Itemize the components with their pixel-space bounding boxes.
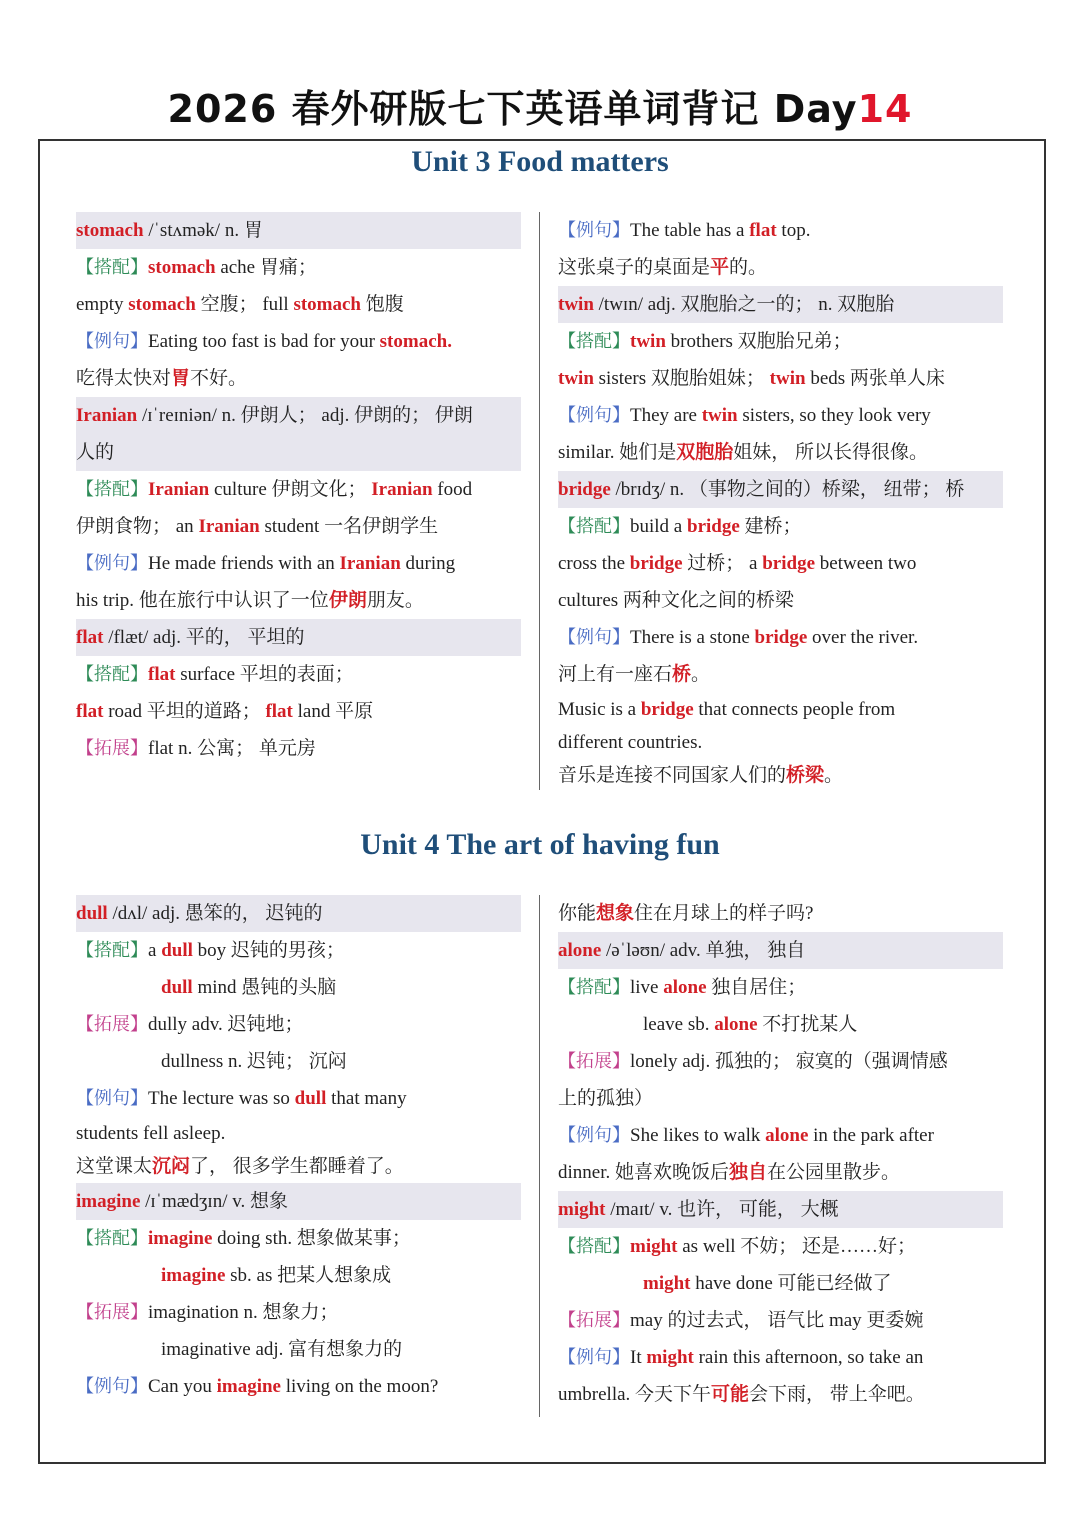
line-text: It	[630, 1347, 647, 1368]
line-text: 过桥； a	[682, 553, 763, 574]
collocation-tag: 【搭配】	[558, 977, 630, 998]
line-text: 不打扰某人	[757, 1014, 858, 1035]
line-text: dully adv. 迟钝地；	[148, 1014, 304, 1035]
vocab-line	[558, 1080, 1003, 1117]
highlighted-word: twin	[701, 405, 738, 426]
vocab-line	[76, 1331, 521, 1368]
line-text: 在公园里散步。	[767, 1162, 901, 1183]
highlighted-word: stomach.	[379, 331, 452, 352]
title-text: 2026 春外研版七下英语单词背记 Day	[167, 87, 858, 131]
line-text: 伊朗食物； an	[76, 516, 199, 537]
line-text: /maɪt/ v. 也许， 可能， 大概	[605, 1199, 839, 1220]
line-text: /ɪˈreɪniən/ n. 伊朗人； adj. 伊朗的； 伊朗	[137, 405, 473, 426]
highlighted-word: 沉闷	[152, 1156, 191, 1177]
vocab-line	[76, 1080, 521, 1117]
vocab-line	[558, 759, 1003, 792]
collocation-tag: 【搭配】	[558, 331, 630, 352]
line-text: in the park after	[808, 1125, 934, 1146]
vocab-headword-line	[76, 619, 521, 656]
line-text: 这张桌子的桌面是	[558, 257, 711, 278]
line-text: sb. as 把某人想象成	[225, 1265, 392, 1286]
line-text: over the river.	[807, 627, 919, 648]
vocab-line	[558, 1228, 1003, 1265]
line-text: brothers 双胞胎兄弟；	[665, 331, 852, 352]
highlighted-word: flat	[76, 701, 104, 722]
line-text: food	[432, 479, 473, 500]
vocab-line	[76, 1294, 521, 1331]
example-tag: 【例句】	[76, 553, 148, 574]
line-text: dinner. 她喜欢晚饭后	[558, 1162, 729, 1183]
line-text: 朋友。	[366, 590, 424, 611]
vocab-line	[76, 582, 521, 619]
line-text: 住在月球上的样子吗?	[634, 903, 814, 924]
line-text: She likes to walk	[630, 1125, 766, 1146]
extension-tag: 【拓展】	[558, 1051, 630, 1072]
line-text: students fell asleep.	[76, 1123, 226, 1144]
highlighted-word: alone	[558, 940, 602, 961]
vocab-line	[558, 212, 1003, 249]
line-text: ache 胃痛；	[215, 257, 317, 278]
highlighted-word: stomach	[128, 294, 196, 315]
line-text: He made friends with an	[148, 553, 340, 574]
line-text: road 平坦的道路；	[103, 701, 266, 722]
line-text: There is a stone	[630, 627, 755, 648]
example-tag: 【例句】	[558, 405, 630, 426]
line-text: 的。	[729, 257, 768, 278]
line-text: empty	[76, 294, 129, 315]
vocab-line	[558, 656, 1003, 693]
line-text: 姐妹， 所以长得很像。	[733, 442, 929, 463]
vocab-line	[76, 969, 521, 1006]
highlighted-word: Iranian	[198, 516, 260, 537]
highlighted-word: might	[558, 1199, 606, 1220]
line-text: cross the	[558, 553, 630, 574]
collocation-tag: 【搭配】	[76, 664, 148, 685]
extension-tag: 【拓展】	[76, 1302, 148, 1323]
line-text: a	[148, 940, 162, 961]
vocab-line	[558, 323, 1003, 360]
collocation-tag: 【搭配】	[76, 940, 148, 961]
vocab-line	[76, 1220, 521, 1257]
vocab-line	[76, 360, 521, 397]
line-text: 音乐是连接不同国家人们的	[558, 765, 787, 786]
line-text: dullness n. 迟钝； 沉闷	[161, 1051, 347, 1072]
line-text: 河上有一座石	[558, 664, 673, 685]
collocation-tag: 【搭配】	[76, 1228, 148, 1249]
line-text: 吃得太快对	[76, 368, 172, 389]
highlighted-word: 胃	[171, 368, 191, 389]
line-text: 建桥；	[739, 516, 802, 537]
line-text: top.	[776, 220, 811, 241]
vocab-line	[558, 508, 1003, 545]
highlighted-word: flat	[265, 701, 293, 722]
vocab-headword-line	[558, 932, 1003, 969]
vocab-line	[76, 1117, 521, 1150]
line-text: that connects people from	[693, 699, 896, 720]
highlighted-word: twin	[769, 368, 806, 389]
page-title	[0, 78, 1080, 133]
unit4-left-column	[76, 895, 521, 1405]
vocab-line	[558, 1302, 1003, 1339]
highlighted-word: imagine	[148, 1228, 213, 1249]
line-text: Eating too fast is bad for your	[148, 331, 380, 352]
line-text: 饱腹	[361, 294, 404, 315]
line-text: may 的过去式， 语气比 may 更委婉	[630, 1310, 924, 1331]
line-text: living on the moon?	[281, 1376, 439, 1397]
vocab-headword-line	[558, 1191, 1003, 1228]
vocab-line	[558, 1265, 1003, 1302]
highlighted-word: flat	[76, 627, 104, 648]
vocab-line	[76, 249, 521, 286]
line-text: as well 不妨； 还是……好；	[677, 1236, 917, 1257]
example-tag: 【例句】	[558, 627, 630, 648]
vocab-line	[558, 726, 1003, 759]
highlighted-word: 想象	[596, 903, 635, 924]
vocab-line	[558, 434, 1003, 471]
collocation-tag: 【搭配】	[558, 516, 630, 537]
vocab-line	[558, 1376, 1003, 1413]
unit3-right-column	[558, 212, 1003, 792]
vocab-line	[76, 323, 521, 360]
highlighted-word: 平	[710, 257, 730, 278]
line-text: his trip. 他在旅行中认识了一位	[76, 590, 329, 611]
highlighted-word: alone	[663, 977, 707, 998]
line-text: umbrella. 今天下午	[558, 1384, 712, 1405]
highlighted-word: 桥梁	[786, 765, 825, 786]
vocab-line	[558, 397, 1003, 434]
line-text: land 平原	[292, 701, 374, 722]
vocab-headword-line	[76, 1183, 521, 1220]
line-text: /brɪdʒ/ n. （事物之间的）桥梁， 纽带； 桥	[610, 479, 965, 500]
line-text: culture 伊朗文化；	[209, 479, 372, 500]
highlighted-word: stomach	[293, 294, 362, 315]
line-text: Can you	[148, 1376, 217, 1397]
unit4-column-divider	[539, 895, 540, 1417]
line-text: flat n. 公寓； 单元房	[148, 738, 316, 759]
example-tag: 【例句】	[558, 1125, 630, 1146]
vocab-line	[558, 1006, 1003, 1043]
vocab-line	[76, 1257, 521, 1294]
line-text: /twɪn/ adj. 双胞胎之一的； n. 双胞胎	[593, 294, 895, 315]
line-text: 了， 很多学生都睡着了。	[190, 1156, 404, 1177]
vocab-line	[558, 249, 1003, 286]
highlighted-word: alone	[765, 1125, 809, 1146]
highlighted-word: might	[646, 1347, 694, 1368]
highlighted-word: bridge	[754, 627, 808, 648]
highlighted-word: might	[630, 1236, 678, 1257]
unit3-left-column	[76, 212, 521, 767]
collocation-tag: 【搭配】	[558, 1236, 630, 1257]
line-text: 不好。	[190, 368, 248, 389]
line-text: The table has a	[630, 220, 750, 241]
line-text: build a	[630, 516, 687, 537]
line-text: different countries.	[558, 732, 703, 753]
extension-tag: 【拓展】	[76, 738, 148, 759]
line-text: live	[630, 977, 664, 998]
vocab-line	[76, 1150, 521, 1183]
example-tag: 【例句】	[76, 1376, 148, 1397]
vocab-line	[558, 360, 1003, 397]
highlighted-word: bridge	[629, 553, 683, 574]
highlighted-word: bridge	[558, 479, 611, 500]
vocab-line	[76, 1368, 521, 1405]
line-text: /dʌl/ adj. 愚笨的， 迟钝的	[107, 903, 323, 924]
highlighted-word: alone	[714, 1014, 758, 1035]
vocab-line	[76, 471, 521, 508]
highlighted-word: bridge	[640, 699, 694, 720]
vocab-line	[558, 969, 1003, 1006]
extension-tag: 【拓展】	[76, 1014, 148, 1035]
highlighted-word: might	[643, 1273, 691, 1294]
highlighted-word: imagine	[216, 1376, 281, 1397]
line-text: /ɪˈmædʒɪn/ v. 想象	[140, 1191, 288, 1212]
vocab-line	[76, 656, 521, 693]
vocab-headword-line	[558, 286, 1003, 323]
highlighted-word: twin	[630, 331, 666, 352]
highlighted-word: Iranian	[76, 405, 138, 426]
line-text: beds 两张单人床	[805, 368, 945, 389]
vocab-line	[76, 932, 521, 969]
line-text: student 一名伊朗学生	[259, 516, 439, 537]
highlighted-word: twin	[558, 368, 594, 389]
vocab-headword-line	[558, 471, 1003, 508]
highlighted-word: 桥	[672, 664, 692, 685]
highlighted-word: bridge	[687, 516, 740, 537]
line-text: /ˈstʌmək/ n. 胃	[143, 220, 263, 241]
line-text: 。	[824, 765, 844, 786]
highlighted-word: twin	[558, 294, 594, 315]
unit4-right-column	[558, 895, 1003, 1413]
line-text: Music is a	[558, 699, 641, 720]
collocation-tag: 【搭配】	[76, 257, 148, 278]
line-text: 空腹； full	[195, 294, 294, 315]
line-text: 这堂课太	[76, 1156, 153, 1177]
line-text: 你能	[558, 903, 597, 924]
highlighted-word: 可能	[711, 1384, 750, 1405]
highlighted-word: imagine	[76, 1191, 141, 1212]
line-text: cultures 两种文化之间的桥梁	[558, 590, 794, 611]
unit3-heading: Unit 3 Food matters	[411, 145, 669, 178]
line-text: between two	[815, 553, 917, 574]
vocab-line	[558, 693, 1003, 726]
line-text: rain this afternoon, so take an	[693, 1347, 924, 1368]
highlighted-word: dull	[76, 903, 108, 924]
vocab-line	[76, 286, 521, 323]
highlighted-word: dull	[161, 940, 193, 961]
highlighted-word: imagine	[161, 1265, 226, 1286]
line-text: leave sb.	[643, 1014, 715, 1035]
line-text: doing sth. 想象做某事；	[212, 1228, 411, 1249]
line-text: that many	[326, 1088, 407, 1109]
example-tag: 【例句】	[76, 1088, 148, 1109]
example-tag: 【例句】	[558, 220, 630, 241]
vocab-line	[558, 582, 1003, 619]
line-text: 独自居住；	[706, 977, 807, 998]
highlighted-word: dull	[294, 1088, 327, 1109]
highlighted-word: flat	[749, 220, 777, 241]
line-text: They are	[630, 405, 702, 426]
line-text: mind 愚钝的头脑	[192, 977, 337, 998]
vocab-headword-line	[76, 434, 521, 471]
vocab-line	[558, 1339, 1003, 1376]
vocab-line	[558, 1117, 1003, 1154]
vocab-line	[558, 619, 1003, 656]
unit3-column-divider	[539, 212, 540, 790]
line-text: 上的孤独）	[558, 1088, 654, 1109]
vocab-line	[558, 1154, 1003, 1191]
line-text: 。	[691, 664, 711, 685]
highlighted-word: bridge	[762, 553, 816, 574]
line-text: surface 平坦的表面；	[175, 664, 354, 685]
unit4-heading: Unit 4 The art of having fun	[360, 828, 720, 861]
vocab-line	[76, 1006, 521, 1043]
highlighted-word: flat	[148, 664, 176, 685]
extension-tag: 【拓展】	[558, 1310, 630, 1331]
line-text: have done 可能已经做了	[690, 1273, 892, 1294]
line-text: 会下雨， 带上伞吧。	[749, 1384, 925, 1405]
line-text: sisters 双胞胎姐妹；	[593, 368, 770, 389]
highlighted-word: stomach	[76, 220, 144, 241]
line-text: imaginative adj. 富有想象力的	[161, 1339, 403, 1360]
line-text: similar. 她们是	[558, 442, 677, 463]
line-text: boy 迟钝的男孩；	[192, 940, 345, 961]
line-text: lonely adj. 孤独的； 寂寞的（强调情感	[630, 1051, 948, 1072]
line-text: imagination n. 想象力；	[148, 1302, 339, 1323]
collocation-tag: 【搭配】	[76, 479, 148, 500]
highlighted-word: 伊朗	[328, 590, 367, 611]
vocab-line	[558, 1043, 1003, 1080]
title-day-number: 14	[857, 87, 913, 131]
line-text: The lecture was so	[148, 1088, 295, 1109]
example-tag: 【例句】	[558, 1347, 630, 1368]
vocab-line	[76, 1043, 521, 1080]
line-text: /əˈləʊn/ adv. 单独， 独自	[601, 940, 806, 961]
highlighted-word: Iranian	[371, 479, 433, 500]
vocab-line	[558, 545, 1003, 582]
example-tag: 【例句】	[76, 331, 148, 352]
vocab-line	[558, 895, 1003, 932]
highlighted-word: 双胞胎	[676, 442, 734, 463]
vocab-line	[76, 730, 521, 767]
vocab-headword-line	[76, 895, 521, 932]
vocab-line	[76, 693, 521, 730]
highlighted-word: Iranian	[148, 479, 210, 500]
highlighted-word: stomach	[148, 257, 216, 278]
line-text: during	[400, 553, 456, 574]
vocab-line	[76, 508, 521, 545]
line-text: 人的	[76, 442, 115, 463]
highlighted-word: Iranian	[339, 553, 401, 574]
vocab-headword-line	[76, 397, 521, 434]
line-text: /flæt/ adj. 平的， 平坦的	[103, 627, 305, 648]
vocab-headword-line	[76, 212, 521, 249]
vocab-line	[76, 545, 521, 582]
highlighted-word: dull	[161, 977, 193, 998]
highlighted-word: 独自	[729, 1162, 768, 1183]
line-text: sisters, so they look very	[737, 405, 931, 426]
